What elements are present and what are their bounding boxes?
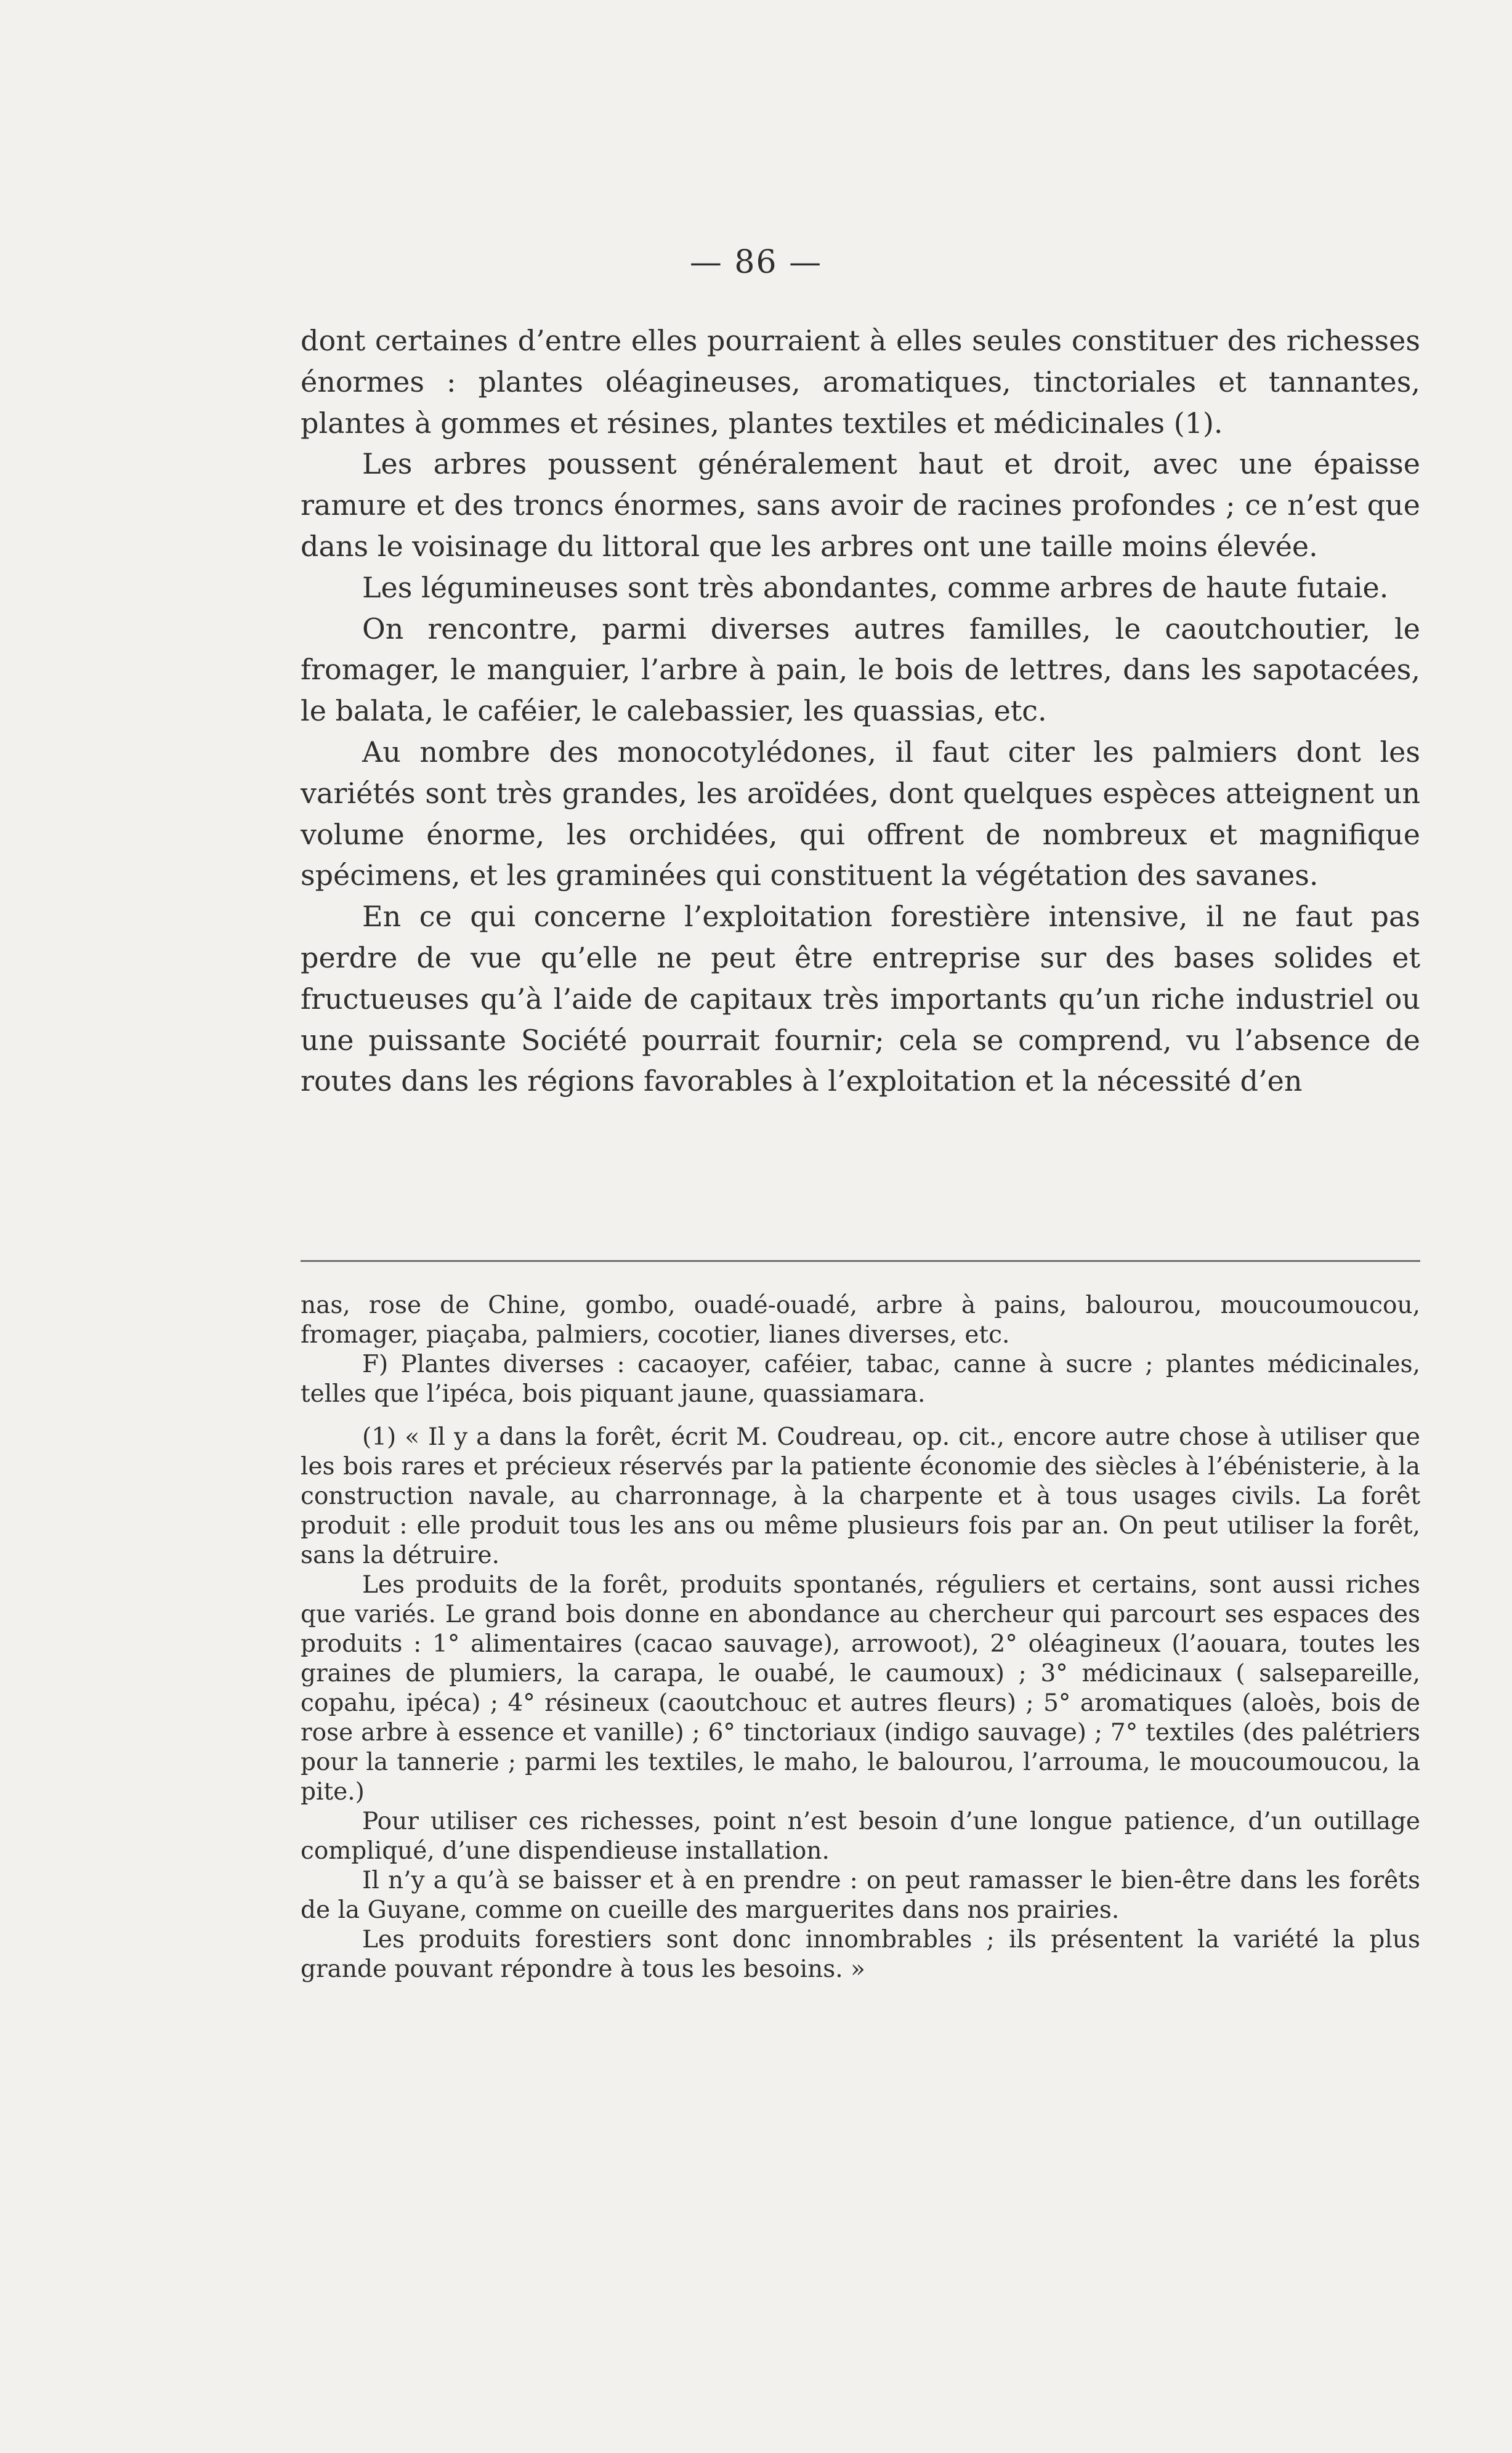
footnote-paragraph: F) Plantes diverses : cacaoyer, caféier, tabac, canne à sucre ; plantes médicinales, telles que l’ipéca, bois piquant jaune, quassiamara. xyxy=(301,1351,1420,1408)
page-number: — 86 — xyxy=(689,244,823,281)
footnote-paragraph: nas, rose de Chine, gombo, ouadé-ouadé, arbre à pains, balourou, moucoumoucou, fromager, piaçaba, palmiers, cocotier, lianes diverses, etc. xyxy=(301,1291,1420,1349)
footnote-paragraph: Il n’y a qu’à se baisser et à en prendre : on peut ramasser le bien-être dans les forêts de la Guyane, comme on cueille des marguerites dans nos prairies. xyxy=(301,1867,1420,1924)
footnote-paragraph: Pour utiliser ces richesses, point n’est besoin d’une longue patience, d’un outillage compliqué, d’une dispendieuse installation. xyxy=(301,1808,1420,1865)
main-body xyxy=(301,320,1420,1102)
body-paragraph: On rencontre, parmi diverses autres familles, le caoutchoutier, le fromager, le manguier, l’arbre à pain, le bois de lettres, dans les sapotacées, le balata, le caféier, le calebassier, les quassias, etc. xyxy=(301,612,1420,728)
footnotes xyxy=(301,1291,1420,1984)
body-paragraph: dont certaines d’entre elles pourraient à elles seules constituer des richesses énormes : plantes oléagineuses, aromatiques, tinctoriales et tannantes, plantes à gommes et résines, plantes textiles et médicinales (1). xyxy=(301,324,1420,440)
footnote-paragraph: Les produits de la forêt, produits spontanés, réguliers et certains, sont aussi riches que variés. Le grand bois donne en abondance au chercheur qui parcourt ses espaces des produits : 1° alimentaires (cacao sauvage), arrowoot), 2° oléagineux (l’aouara, toutes les graines de plumiers, la carapa, le ouabé, le caumoux) ; 3° médicinaux ( salsepareille, copahu, ipéca) ; 4° résineux (caoutchouc et autres fleurs) ; 5° aromatiques (aloès, bois de rose arbre à essence et vanille) ; 6° tinctoriaux (indigo sauvage) ; 7° textiles (des palétriers pour la tannerie ; parmi les textiles, le maho, le balourou, l’arrouma, le moucoumoucou, la pite.) xyxy=(301,1571,1420,1806)
footnote-paragraph: (1) « Il y a dans la forêt, écrit M. Coudreau, op. cit., encore autre chose à utiliser que les bois rares et précieux réservés par la patiente économie des siècles à l’ébénisterie, à la construction navale, au charronnage, à la charpente et à tous usages civils. La forêt produit : elle produit tous les ans ou même plusieurs fois par an. On peut utiliser la forêt, sans la détruire. xyxy=(301,1423,1420,1569)
body-paragraph: En ce qui concerne l’exploitation forestière intensive, il ne faut pas perdre de vue qu’elle ne peut être entreprise sur des bases solides et fructueuses qu’à l’aide de capitaux très importants qu’un riche industriel ou une puissante Société pourrait fournir; cela se comprend, vu l’absence de routes dans les régions favorables à l’exploitation et la nécessité d’en xyxy=(301,900,1420,1098)
footnote-paragraph: Les produits forestiers sont donc innombrables ; ils présentent la variété la plus grande pouvant répondre à tous les besoins. » xyxy=(301,1926,1420,1983)
body-paragraph: Les légumineuses sont très abondantes, comme arbres de haute futaie. xyxy=(362,570,1389,604)
body-paragraph: Au nombre des monocotylédones, il faut citer les palmiers dont les variétés sont très grandes, les aroïdées, dont quelques espèces atteignent un volume énorme, les orchidées, qui offrent de nombreux et magnifique spécimens, et les graminées qui constituent la végétation des savanes. xyxy=(301,735,1420,892)
body-paragraph: Les arbres poussent généralement haut et droit, avec une épaisse ramure et des troncs énormes, sans avoir de racines profondes ; ce n’est que dans le voisinage du littoral que les arbres ont une taille moins élevée. xyxy=(301,447,1420,563)
footnote-separator xyxy=(301,1260,1420,1262)
